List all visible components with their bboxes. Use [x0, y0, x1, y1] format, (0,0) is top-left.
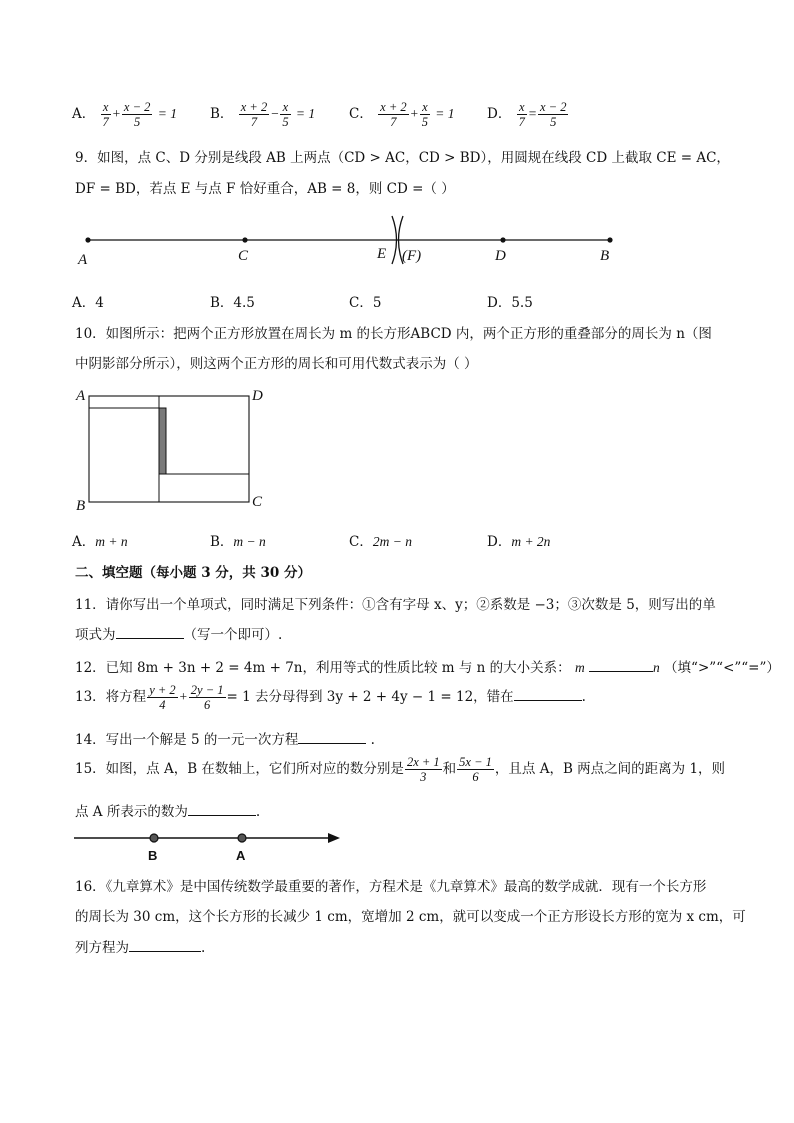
q13-text: 13．将方程 $\frac{y + 2}{4}$ + $\frac{2y - 1}{6}$ = 1 去分母得到 3y + 2 + 4y − 1 = 12，错在 . — [75, 683, 586, 712]
q16-text-line-1: 16．《九章算术》是中国传统数学最重要的著作，方程术是《九章算术》最高的数学成就．现有一个长方形 — [75, 879, 707, 895]
fraction: $\frac{x}{7}$ — [102, 100, 109, 129]
left-square — [89, 408, 159, 502]
q9-text-line-1: 9．如图，点 C、D 分别是线段 AB 上两点（CD > AC，CD > BD），用圆规在线段 CD 上截取 CE = AC， — [75, 150, 730, 166]
section-title: 二、填空题（每小题 3 分，共 30 分） — [75, 565, 311, 581]
q9-option-d[interactable]: D．5.5 — [487, 295, 533, 311]
q11-text-line-1: 11．请你写出一个单项式，同时满足下列条件：①含有字母 x、y；②系数是 −3；③次数是 5，则写出的单 — [75, 597, 716, 613]
q9-option-b[interactable]: B．4.5 — [210, 295, 255, 311]
q10-text-line-1: 10．如图所示：把两个正方形放置在周长为 m 的长方形ABCD 内，两个正方形的重叠部分的周长为 n（图 — [75, 326, 712, 342]
q8-option-b[interactable]: B． $\frac{x + 2}{7}$ − $\frac{x}{5}$ = 1 — [210, 100, 316, 129]
q14-text: 14．写出一个解是 5 的一元一次方程 . — [75, 728, 375, 748]
arrow-head-icon — [328, 833, 340, 843]
q10-option-b[interactable]: B．m − n — [210, 534, 266, 550]
q10-option-d[interactable]: D．m + 2n — [487, 534, 551, 550]
q16-text-line-3: 列方程为 . — [75, 936, 205, 956]
label-c: C — [252, 494, 263, 510]
fraction: $\frac{2x + 1}{3}$ — [406, 755, 440, 784]
label-d: D — [252, 388, 263, 404]
point-b — [150, 834, 158, 842]
q16-text-line-2: 的周长为 30 cm，这个长方形的长减少 1 cm，宽增加 2 cm，就可以变成一个正方形设长方形的宽为 x cm，可 — [75, 909, 746, 925]
q12-text: 12．已知 8m + 3n + 2 = 4m + 7n，利用等式的性质比较 m 与 n 的大小关系： m n （填“>”“<”“=”） — [75, 656, 780, 676]
label-d: D — [495, 248, 506, 264]
q9-option-a[interactable]: A．4 — [72, 295, 104, 311]
fraction: $\frac{x + 2}{7}$ — [240, 100, 268, 129]
point-a — [238, 834, 246, 842]
fraction: $\frac{y + 2}{4}$ — [149, 683, 176, 712]
q9-option-c[interactable]: C．5 — [349, 295, 382, 311]
right-square — [159, 396, 249, 474]
q10-option-c[interactable]: C．2m − n — [349, 534, 412, 550]
label-a: A — [76, 388, 86, 404]
q11-text-line-2: 项式为 （写一个即可）. — [75, 623, 282, 643]
label-e: E — [377, 246, 387, 262]
q10-rectangle-figure — [72, 386, 272, 514]
answer-blank[interactable] — [298, 729, 366, 744]
answer-blank[interactable] — [129, 937, 201, 952]
answer-blank[interactable] — [589, 657, 653, 672]
q10-option-a[interactable]: A．m + n — [72, 534, 128, 550]
q10-text-line-2: 中阴影部分所示），则这两个正方形的周长和可用代数式表示为（ ） — [75, 356, 478, 372]
fraction: $\frac{x}{5}$ — [282, 100, 289, 129]
fraction: $\frac{x - 2}{5}$ — [540, 100, 567, 129]
fraction: $\frac{x}{5}$ — [421, 100, 428, 129]
fraction: $\frac{5x - 1}{6}$ — [459, 755, 492, 784]
label-a: A — [78, 252, 88, 268]
q8-option-a[interactable]: A． $\frac{x}{7}$ + $\frac{x - 2}{5}$ = 1 — [72, 100, 177, 129]
fraction: $\frac{x + 2}{7}$ — [380, 100, 407, 129]
label-c: C — [238, 248, 249, 264]
answer-blank[interactable] — [188, 801, 256, 816]
point-d — [500, 237, 505, 242]
fraction: $\frac{x - 2}{5}$ — [123, 100, 151, 129]
q15-text-line-2: 点 A 所表示的数为 . — [75, 800, 260, 820]
point-a — [85, 237, 90, 242]
answer-blank[interactable] — [514, 686, 582, 701]
fraction: $\frac{2y - 1}{6}$ — [190, 683, 224, 712]
label-b: B — [600, 248, 610, 264]
rectangle-abcd — [89, 396, 249, 502]
fraction: $\frac{x}{7}$ — [518, 100, 525, 129]
point-b — [607, 237, 612, 242]
label-b: B — [76, 498, 86, 514]
answer-blank[interactable] — [116, 624, 184, 639]
q8-option-d[interactable]: D． $\frac{x}{7}$ = $\frac{x - 2}{5}$ — [487, 100, 567, 129]
q8-option-c[interactable]: C． $\frac{x + 2}{7}$ + $\frac{x}{5}$ = 1 — [349, 100, 455, 129]
label-b: B — [148, 848, 158, 863]
q9-segment-figure — [70, 212, 630, 270]
q15-number-line — [68, 826, 348, 866]
label-f: (F) — [402, 248, 422, 264]
q15-text-line-1: 15．如图，点 A，B 在数轴上，它们所对应的数分别是 $\frac{2x + 1}{3}$ 和 $\frac{5x - 1}{6}$ ，且点 A，B 两点之间的距离为 1，则 — [75, 755, 726, 784]
shaded-overlap — [159, 408, 166, 474]
q9-text-line-2: DF = BD，若点 E 与点 F 恰好重合，AB = 8，则 CD =（ ） — [75, 181, 455, 197]
label-a: A — [236, 848, 246, 863]
point-c — [242, 237, 247, 242]
